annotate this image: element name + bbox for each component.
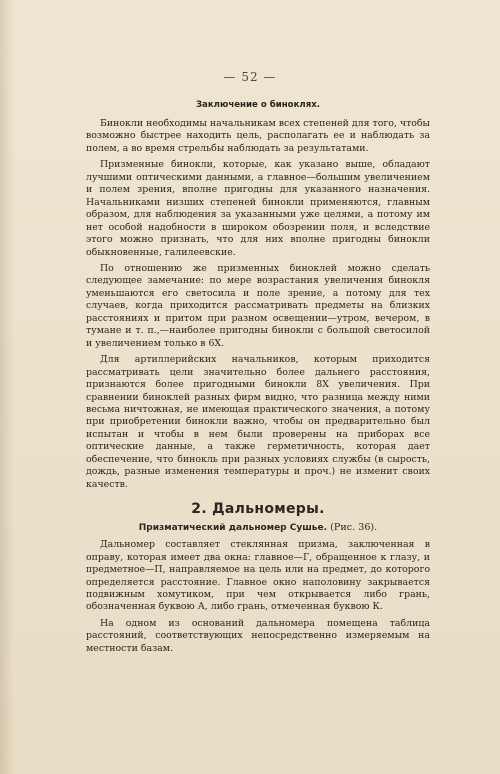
section-title: Призматический дальномер Сушье. xyxy=(138,523,328,534)
page-edge-stain xyxy=(0,0,14,774)
heading-conclusion: Заключение о биноклях. xyxy=(195,100,321,110)
section-heading xyxy=(86,522,430,533)
paragraph: По отношению же призменных биноклей можно сделать следующее замечание: по мере возрастания увеличения бинокля уменьшаются его светосила и поле зрение, а потому для тех случаев, когда приходится рассматривать предметы на близких расстояниях и притом при разном освещении—утром, вечером, в тумане и т. п.,—наиболее пригодны бинокли с большой светосилой и увеличением только в 6Х. xyxy=(86,262,430,349)
paragraph: Дальномер составляет стеклянная призма, заключенная в оправу, которая имеет два окна: главное—Г, обращенное к глазу, и предметное—П, направляемое на цель или на предмет, до которого определяется расстояние. Главное окно наполовину закрывается подвижным хомутиком, при чем открывается либо грань, обозначенная буквою А, либо грань, отмеченная буквою К. xyxy=(86,539,430,613)
page-content xyxy=(86,100,430,659)
paragraph: Призменные бинокли, которые, как указано выше, обладают лучшими оптическими данными, а главное—большим увеличением и полем зрения, вполне пригодны для указанного назначения. Начальниками низших степеней бинокли применяются, главным образом, для наблюдения за указанными уже целями, а потому им нет особой надобности в широком обозрении поля, и вследствие этого можно признать, что для них вполне пригодны бинокли обыкновенные, галилеевские. xyxy=(86,159,430,258)
chapter-heading: 2. Дальномеры. xyxy=(191,501,325,518)
paragraph: Для артиллерийских начальников, которым приходится рассматривать цели значительно более дальнего расстояния, признаются более пригодными бинокли 8Х увеличения. При сравнении биноклей разных фирм видно, что разница между ними весьма ничтожная, не имеющая практического значения, а потому при приобретении бинокли важно, чтобы он предварительно был испытан и чтобы в нем были проверены на приборах все оптические данные, а также герметичность, которая дает обеспечение, что бинокль при разных условиях службы (в сырость, дождь, разные изменения температуры и проч.) не изменит своих качеств. xyxy=(86,354,430,490)
paragraph: Бинокли необходимы начальникам всех степеней для того, чтобы возможно быстрее находить цель, располагать ее и наблюдать за полем, а во время стрельбы наблюдать за результатами. xyxy=(86,118,431,154)
figure-reference: (Рис. 36). xyxy=(330,522,378,534)
paragraph: На одном из оснований дальномера помещена таблица расстояний, соответствующих непосредственно измеряемым на местности базам. xyxy=(86,617,430,654)
page-number: — 52 — xyxy=(223,70,277,84)
